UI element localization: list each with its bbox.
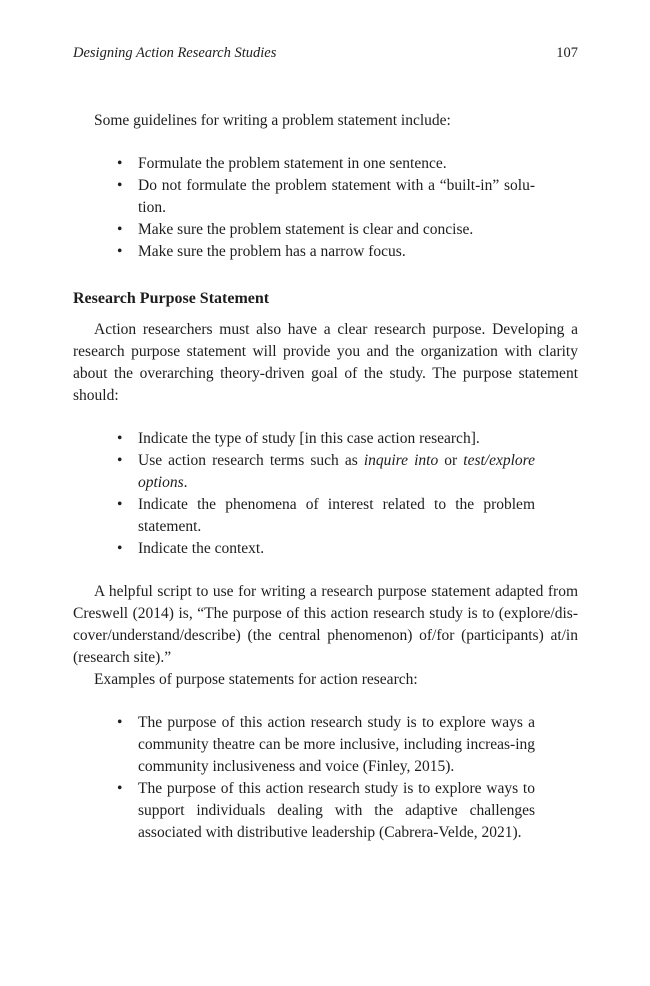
list-item: • The purpose of this action research study is to explore ways a community theatre can be more inclusive, including increas-ing community inclusiveness and voice (Finley, 2015).: [138, 712, 535, 778]
list-item: • Do not formulate the problem statement with a “built-in” solu-tion.: [138, 175, 535, 219]
item-text: .: [183, 474, 188, 491]
term-inquire-into: inquire into: [363, 452, 439, 469]
item-text: Use action research terms such as: [138, 452, 364, 469]
examples-lead: Examples of purpose statements for action research:: [94, 671, 418, 688]
item-text: or: [438, 452, 464, 469]
running-title: Designing Action Research Studies: [73, 45, 277, 61]
guidelines-list: [73, 153, 535, 263]
list-item: • Indicate the context.: [138, 538, 535, 560]
paragraph: A helpful script to use for writing a research purpose statement adapted from Creswell (2014) is, “The purpose of this action research study is to (explore/dis-cover/understand/describe) (the central phenomenon) of/for (participants) at/in (research site).”: [73, 583, 578, 666]
guidelines-lead: Some guidelines for writing a problem statement include:: [94, 112, 451, 129]
term-test-explore: test/explore options: [138, 452, 535, 491]
list-item: • Formulate the problem statement in one sentence.: [138, 153, 535, 175]
running-header: [73, 45, 578, 62]
examples-list: [73, 712, 535, 844]
page-body: [73, 110, 578, 844]
list-item: • Make sure the problem has a narrow focus.: [138, 241, 535, 263]
list-item: [138, 450, 535, 494]
list-item: • Make sure the problem statement is clear and concise.: [138, 219, 535, 241]
list-item: • Indicate the type of study [in this case action research].: [138, 428, 535, 450]
purpose-items-list: [73, 428, 535, 560]
page-number: 107: [556, 45, 578, 61]
paragraph: Action researchers must also have a clear research purpose. Developing a research purpose statement will provide you and the organization with clarity about the overarching theory-driven goal of the study. The purpose statement should:: [73, 321, 578, 404]
list-item: • The purpose of this action research study is to explore ways to support individuals dealing with the adaptive challenges associated with distributive leadership (Cabrera-Velde, 2021).: [138, 778, 535, 844]
list-item: • Indicate the phenomena of interest related to the problem statement.: [138, 494, 535, 538]
section-heading: Research Purpose Statement: [73, 290, 270, 307]
